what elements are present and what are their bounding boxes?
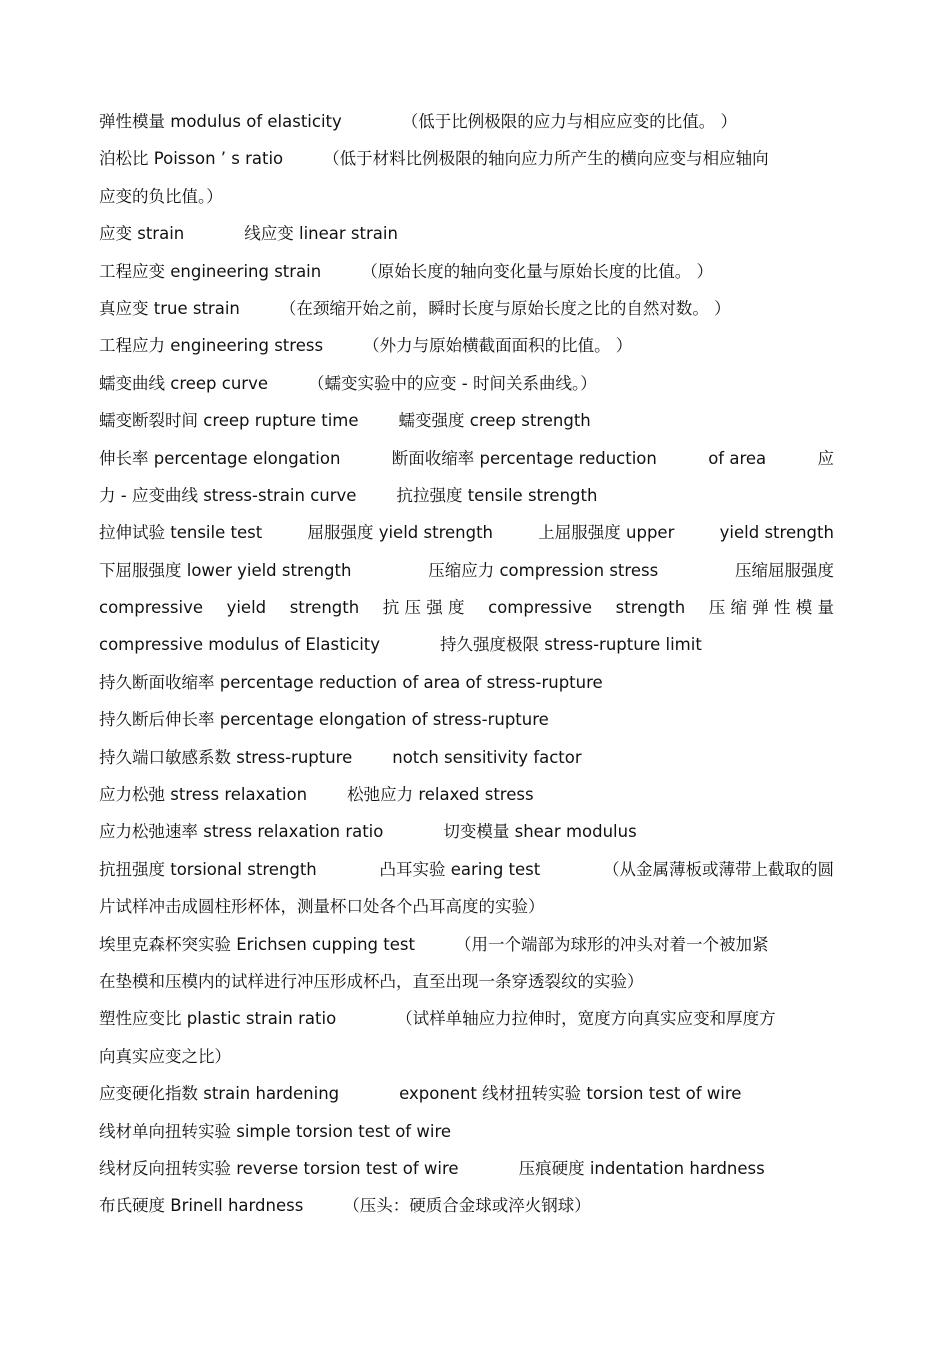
definition: 应变的负比值。） [99, 186, 223, 206]
term: compressive [99, 598, 203, 618]
glossary-line [99, 851, 834, 888]
definition: （低于比例极限的应力与相应应变的比值。 ） [401, 112, 738, 131]
glossary-line [99, 739, 834, 776]
term: 塑性应变比 plastic strain ratio [99, 1009, 337, 1029]
definition: （低于材料比例极限的轴向应力所产生的横向应变与相应轴向 [323, 149, 769, 169]
definition: 片试样冲击成圆柱形杯体，测量杯口处各个凸耳高度的实验） [99, 897, 545, 917]
glossary-line [99, 402, 834, 439]
glossary-line [99, 813, 834, 850]
term: compressive [488, 598, 593, 618]
term: 屈服强度 yield strength [307, 523, 493, 543]
glossary-line [99, 140, 834, 177]
definition: （用一个端部为球形的冲头对着一个被加紧 [454, 934, 769, 954]
term: strength [615, 598, 686, 618]
glossary-line [99, 365, 834, 402]
term: 压缩屈服强度 [735, 560, 834, 580]
glossary-line [99, 215, 834, 252]
term: 持久断面收缩率 percentage reduction of area of stress-rupture [99, 672, 603, 692]
term: 弹性模量 modulus of elasticity [99, 112, 342, 131]
glossary-line [99, 1075, 834, 1112]
term: 切变模量 shear modulus [443, 822, 637, 842]
glossary-line [99, 963, 834, 1000]
glossary-line [99, 477, 834, 514]
term: 蠕变断裂时间 creep rupture time [99, 411, 359, 431]
term: 布氏硬度 Brinell hardness [99, 1196, 304, 1216]
term: exponent 线材扭转实验 torsion test of wire [399, 1084, 742, 1104]
term: 抗拉强度 tensile strength [396, 485, 598, 505]
definition: （试样单轴应力拉伸时，宽度方向真实应变和厚度方 [396, 1009, 776, 1029]
term: 埃里克森杯突实验 Erichsen cupping test [99, 934, 415, 954]
definition: （从金属薄板或薄带上截取的圆 [602, 859, 834, 879]
glossary-line [99, 440, 834, 477]
term: 线材反向扭转实验 reverse torsion test of wire [99, 1158, 459, 1178]
term: 力 - 应变曲线 stress-strain curve [99, 485, 357, 505]
glossary-line [99, 626, 834, 663]
glossary-line [99, 888, 834, 925]
definition: 向真实应变之比） [99, 1046, 231, 1066]
glossary-line [99, 1187, 834, 1224]
glossary-line [99, 776, 834, 813]
term: 应力松弛 stress relaxation [99, 785, 308, 805]
term: 压 缩 弹 性 模 量 [708, 598, 834, 618]
term: 压缩应力 compression stress [428, 560, 659, 580]
glossary-text [99, 103, 834, 1225]
term: 下屈服强度 lower yield strength [99, 560, 352, 580]
definition: （外力与原始横截面面积的比值。 ） [363, 336, 633, 356]
definition: （蠕变实验中的应变 - 时间关系曲线。） [308, 373, 597, 393]
term: 线材单向扭转实验 simple torsion test of wire [99, 1121, 452, 1141]
term: 蠕变曲线 creep curve [99, 373, 268, 393]
term: 真应变 true strain [99, 298, 240, 318]
glossary-line [99, 589, 834, 626]
term: strength [289, 598, 360, 618]
term: 应力松弛速率 stress relaxation ratio [99, 822, 384, 842]
glossary-line [99, 701, 834, 738]
definition: （原始长度的轴向变化量与原始长度的比值。 ） [361, 261, 713, 281]
term: 伸长率 percentage elongation [99, 448, 341, 468]
term: 上屈服强度 upper [538, 523, 675, 543]
term: 抗 压 强 度 [382, 598, 465, 618]
term: 应变 strain [99, 224, 185, 244]
glossary-line [99, 178, 834, 215]
term: 工程应变 engineering strain [99, 261, 322, 281]
glossary-line [99, 327, 834, 364]
term: yield [226, 598, 267, 618]
term: 应变硬化指数 strain hardening [99, 1084, 340, 1104]
term: 抗扭强度 torsional strength [99, 859, 317, 879]
glossary-line [99, 1113, 834, 1150]
term: 持久强度极限 stress-rupture limit [440, 635, 702, 655]
term: 持久断后伸长率 percentage elongation of stress-rupture [99, 710, 549, 730]
glossary-line [99, 514, 834, 551]
definition: （压头：硬质合金球或淬火钢球） [343, 1196, 591, 1216]
term: of area [708, 448, 767, 468]
glossary-line [99, 253, 834, 290]
glossary-line [99, 664, 834, 701]
glossary-line [99, 103, 834, 140]
glossary-line [99, 290, 834, 327]
term: yield strength [719, 523, 834, 543]
definition: 在垫模和压模内的试样进行冲压形成杯凸，直至出现一条穿透裂纹的实验） [99, 971, 644, 991]
term: 松弛应力 relaxed stress [347, 785, 534, 805]
glossary-line [99, 1000, 834, 1037]
glossary-line [99, 1150, 834, 1187]
term: 持久端口敏感系数 stress-rupture [99, 747, 353, 767]
glossary-line [99, 926, 834, 963]
term: 应 [817, 448, 834, 468]
term: 凸耳实验 earing test [379, 859, 541, 879]
term: 断面收缩率 percentage reduction [391, 448, 657, 468]
term: 线应变 linear strain [244, 224, 398, 244]
glossary-line [99, 1038, 834, 1075]
definition: （在颈缩开始之前，瞬时长度与原始长度之比的自然对数。 ） [279, 298, 731, 318]
term: 泊松比 Poisson ’ s ratio [99, 149, 284, 169]
term: 蠕变强度 creep strength [398, 411, 591, 431]
term: 压痕硬度 indentation hardness [518, 1158, 765, 1178]
term: 拉伸试验 tensile test [99, 523, 263, 543]
term: 工程应力 engineering stress [99, 336, 324, 356]
glossary-line [99, 552, 834, 589]
term: notch sensitivity factor [392, 747, 582, 767]
term: compressive modulus of Elasticity [99, 635, 381, 655]
